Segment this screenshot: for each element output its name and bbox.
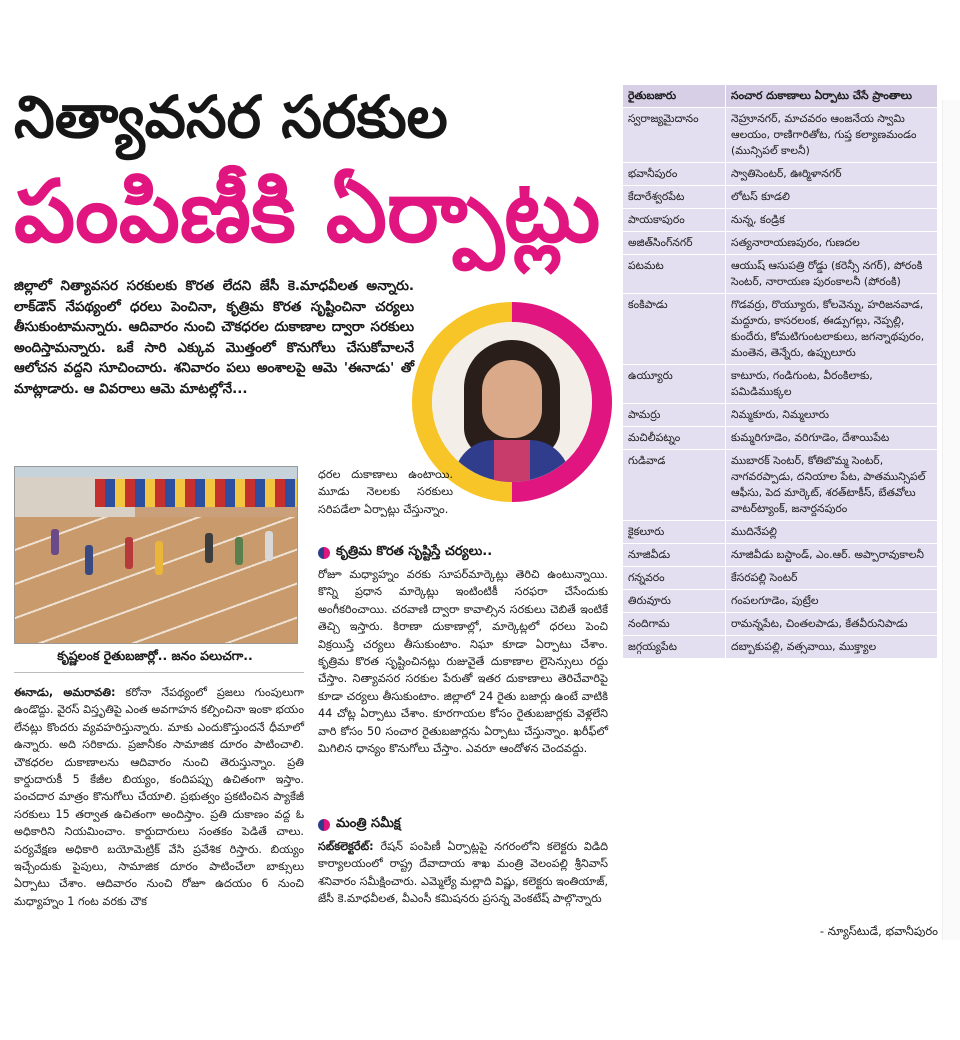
table-cell-market: అజిత్‌సింగ్‌నగర్	[623, 232, 726, 255]
table-cell-market: భవానీపురం	[623, 163, 726, 186]
table-cell-areas: లోటస్ కూడలి	[726, 186, 938, 209]
table-cell-market: కేదారేశ్వరపేట	[623, 186, 726, 209]
table-cell-areas: నిమ్మకూరు, నిమ్మలూరు	[726, 404, 938, 427]
table-cell-market: పాయకాపురం	[623, 209, 726, 232]
table-cell-market: మచిలీపట్నం	[623, 427, 726, 450]
market-photo	[14, 466, 298, 644]
table-row	[623, 613, 938, 636]
table-row	[623, 294, 938, 365]
table-cell-market: నందిగామ	[623, 613, 726, 636]
table-cell-market: కంకిపాడు	[623, 294, 726, 365]
dateline: ఈనాడు, అమరావతి:	[14, 686, 116, 699]
table-cell-market: పటమట	[623, 255, 726, 294]
table-row	[623, 209, 938, 232]
table-cell-areas: రామన్నపేట, చింతలపాడు, కేతవీరునిపాడు	[726, 613, 938, 636]
article-body-left: కరోనా నేపథ్యంలో ప్రజలు గుంపులుగా ఉండొద్దు. వైరస్ విస్తృతిపై ఎంత అవగాహన కల్పించినా ఇంకా భయం లేనట్లు కొందరు వ్యవహరిస్తున్నారు. మాకు ఎందుకొస్తుందనే ధీమాలో ఉన్నారు. అది సరికాదు. ప్రజానీకం సామాజిక దూరం పాటించాలి. చౌకధరల దుకాణాలను ఆదివారం నుంచి తెరుస్తున్నాం. ప్రతి కార్డుదారుకీ 5 కేజీల బియ్యం, కందిపప్పు ఉచితంగా ఇస్తాం. పంచదార మాత్రం కొనుగోలు చేయాలి. ప్రభుత్వం ప్రకటించిన ప్యాకేజీ సరకులు 15 తర్వాత ఉచితంగా అందిస్తాం. ప్రతి దుకాణం వద్ద ఓ అధికారిని నియమించాం. కార్డుదారులు సంతకం పెడితే చాలు. పర్యవేక్షణ అధికారి బయోమెట్రిక్ వేసి ప్రవేశిక రిస్తారు. బియ్యం ఇచ్చేందుకు పైపులు, సామాజిక దూరం పాటించేలా బాక్సులు ఏర్పాటు చేశాం. ఆదివారం నుంచి రోజూ ఉదయం 6 నుంచి మధ్యాహ్నం 1 గంట వరకు చౌక	[14, 686, 304, 908]
table-cell-market: గుడివాడ	[623, 450, 726, 521]
table-cell-market: కైకలూరు	[623, 521, 726, 544]
table-header-row	[623, 85, 938, 108]
table-cell-market: తిరువూరు	[623, 590, 726, 613]
bullet-icon	[318, 547, 330, 559]
subheading-2-text: మంత్రి సమీక్ష	[336, 816, 401, 831]
table-cell-areas: గొడవర్రు, రొయ్యూరు, కోలవెన్ను, హరిజనవాడ, మద్దూరు, కాసరలంక, ఈడ్పుగల్లు, నెప్పల్లి, కుందేరు, కోమటిగుంటలాకులు, జగన్నాథపురం, మంతెన, తెన్నేరు, ఉప్పులూరు	[726, 294, 938, 365]
table-row	[623, 365, 938, 404]
divider	[14, 672, 304, 673]
bullet-icon	[318, 819, 330, 831]
subheading-2	[318, 816, 608, 834]
table-row	[623, 450, 938, 521]
table-cell-areas: ఆయుష్ ఆసుపత్రి రోడ్డు (కరెన్సీ నగర్), పోరంకి సెంటర్, నారాయణ పురంకాలనీ (పోరంకి)	[726, 255, 938, 294]
table-cell-areas: దబ్బాకుపల్లి, వత్సవాయి, ముక్త్యాల	[726, 636, 938, 659]
table-cell-areas: గంపలగూడెం, పుట్రేల	[726, 590, 938, 613]
table-cell-areas: సత్యనారాయణపురం, గుణదల	[726, 232, 938, 255]
table-row	[623, 163, 938, 186]
table-row	[623, 255, 938, 294]
table-cell-areas: నున్న, కండ్రిక	[726, 209, 938, 232]
table-row	[623, 521, 938, 544]
table-cell-areas: ముబారక్ సెంటర్, కోతిబొమ్మ సెంటర్, నాగవరప్పాడు, దనియాల పేట, పాతమున్సిపల్ ఆఫీసు, పెద మార్కెట్, శరత్‌టాకీస్, బేతవోలు వాటర్‌ట్యాంక్, జనార్దనపురం	[726, 450, 938, 521]
article-sub2-body: రేషన్ పంపిణీ ఏర్పాట్లపై నగరంలోని కలెక్టరు విడిది కార్యాలయంలో రాష్ట్ర దేవాదాయ శాఖ మంత్రి వెలంపల్లి శ్రీనివాస్ శనివారం సమీక్షించారు. ఎమ్మెల్యే మల్లాది విష్ణు, కలెక్టరు ఇంతియాజ్, జేసీ కె.మాధవీలత, వీఎంసీ కమిషనరు ప్రసన్న వెంకటేష్ పాల్గొన్నారు	[318, 840, 608, 906]
table-cell-areas: కుమ్మరిగూడెం, వరిగూడెం, దేశాయిపేట	[726, 427, 938, 450]
table-row	[623, 427, 938, 450]
table-row	[623, 186, 938, 209]
table-row	[623, 544, 938, 567]
table-cell-areas: స్వాతిసెంటర్, ఊర్మిళానగర్	[726, 163, 938, 186]
mobile-market-table	[622, 84, 938, 659]
table-row	[623, 108, 938, 163]
table-cell-areas: నూజివీడు బస్టాండ్, ఎం.ఆర్. అప్పారావుకాలనీ	[726, 544, 938, 567]
intro-paragraph: జిల్లాలో నిత్యావసర సరకులకు కొరత లేదని జేసీ కె.మాధవీలత అన్నారు. లాక్‌డౌన్ నేపథ్యంలో ధరలు పెంచినా, కృత్రిమ కొరత సృష్టించినా చర్యలు తీసుకుంటామన్నారు. ఆదివారం నుంచి చౌకధరల దుకాణాల ద్వారా సరకులు అందిస్తామన్నారు. ఒకే సారి ఎక్కువ మొత్తంలో కొనుగోలు చేసుకోవాలనే ఆలోచన వద్దని సూచించారు. శనివారం పలు అంశాలపై ఆమె 'ఈనాడు' తో మాట్లాడారు. ఆ వివరాలు ఆమె మాటల్లోనే...	[14, 278, 414, 397]
table-cell-areas: కేసరపల్లి సెంటర్	[726, 567, 938, 590]
article-sub2	[318, 838, 608, 908]
table-row	[623, 232, 938, 255]
table-row	[623, 590, 938, 613]
table-cell-market: స్వరాజ్యమైదానం	[623, 108, 726, 163]
table-cell-areas: ముదినేపల్లి	[726, 521, 938, 544]
article-left-column	[14, 684, 304, 910]
table-header-cell: రైతుబజారు	[623, 85, 726, 108]
table-row	[623, 567, 938, 590]
table-cell-market: పామర్రు	[623, 404, 726, 427]
headline-line1: నిత్యావసర సరకుల	[14, 83, 448, 151]
table-cell-market: నూజివీడు	[623, 544, 726, 567]
table-row	[623, 404, 938, 427]
table-cell-market: గన్నవరం	[623, 567, 726, 590]
table-header-cell: సంచార దుకాణాలు ఏర్పాటు చేసే ప్రాంతాలు	[726, 85, 938, 108]
subheading-1	[318, 544, 608, 562]
credit-line: - న్యూస్‌టుడే, భవానీపురం	[819, 924, 938, 938]
article-mid-top: ధరల దుకాణాలు ఉంటాయి. మూడు నెలలకు సరకులు సరిపడేలా ఏర్పాట్లు చేస్తున్నాం.	[318, 468, 453, 516]
photo-caption: కృష్ణలంక రైతుబజార్లో.. జనం పలుచగా..	[57, 648, 253, 663]
table-row	[623, 636, 938, 659]
table-cell-areas: నెహ్రూనగర్, మాచవరం ఆంజనేయ స్వామి ఆలయం, రాణిగారితోట, గుప్త కల్యాణమండం (మున్సిపల్ కాలనీ)	[726, 108, 938, 163]
article-sub1-body: రోజూ మధ్యాహ్నం వరకు సూపర్‌మార్కెట్లు తెరిచి ఉంటున్నాయి. కొన్ని ప్రధాన మార్కెట్లు ఇంటింటికీ సరఫరా చేసేందుకు అంగీకరించాయి. చరవాణి ద్వారా కావాల్సిన సరకులు చెబితే ఇంటికే తెచ్చి ఇస్తారు. కిరాణా దుకాణాల్లో, మార్కెట్లలో ధరలు పెంచి విక్రయిస్తే చర్యలు తీసుకుంటాం. నిఘా కూడా ఏర్పాటు చేశాం. కృత్రిమ కొరత సృష్టించినట్లు రుజువైతే దుకాణాల లైసెన్సులు రద్దు చేస్తాం. నిత్యావసర సరకుల పేరుతో ఇతర దుకాణాలు తెరిచేవారిపై కూడా చర్యలు తీసుకుంటాం. జిల్లాలో 24 రైతు బజార్లు ఉంటే వాటికి 44 చోట్ల ఏర్పాటు చేశాం. కూరగాయల కోసం రైతుబజార్లకు వెళ్లలేని వారి కోసం 50 సంచార రైతుబజార్లను ఏర్పాటు చేస్తున్నాం. ఖరీఫ్‌లో మిగిలిన ధాన్యం కొనుగోలు చేస్తాం. ఎవరూ ఆందోళన చెందవద్దు.	[318, 568, 608, 756]
table-cell-market: జగ్గయ్యపేట	[623, 636, 726, 659]
headline-line2: పంపిణీకి ఏర్పాట్లు	[14, 162, 601, 262]
subheading-1-text: కృత్రిమ కొరత సృష్టిస్తే చర్యలు..	[336, 544, 493, 559]
table-cell-areas: కాటూరు, గండిగుంట, వీరంకిలాకు, పమిడిముక్కల	[726, 365, 938, 404]
sub2-dateline: సబ్‌కలెక్టరేట్:	[318, 840, 374, 853]
page-edge	[942, 100, 960, 940]
table-cell-market: ఉయ్యూరు	[623, 365, 726, 404]
